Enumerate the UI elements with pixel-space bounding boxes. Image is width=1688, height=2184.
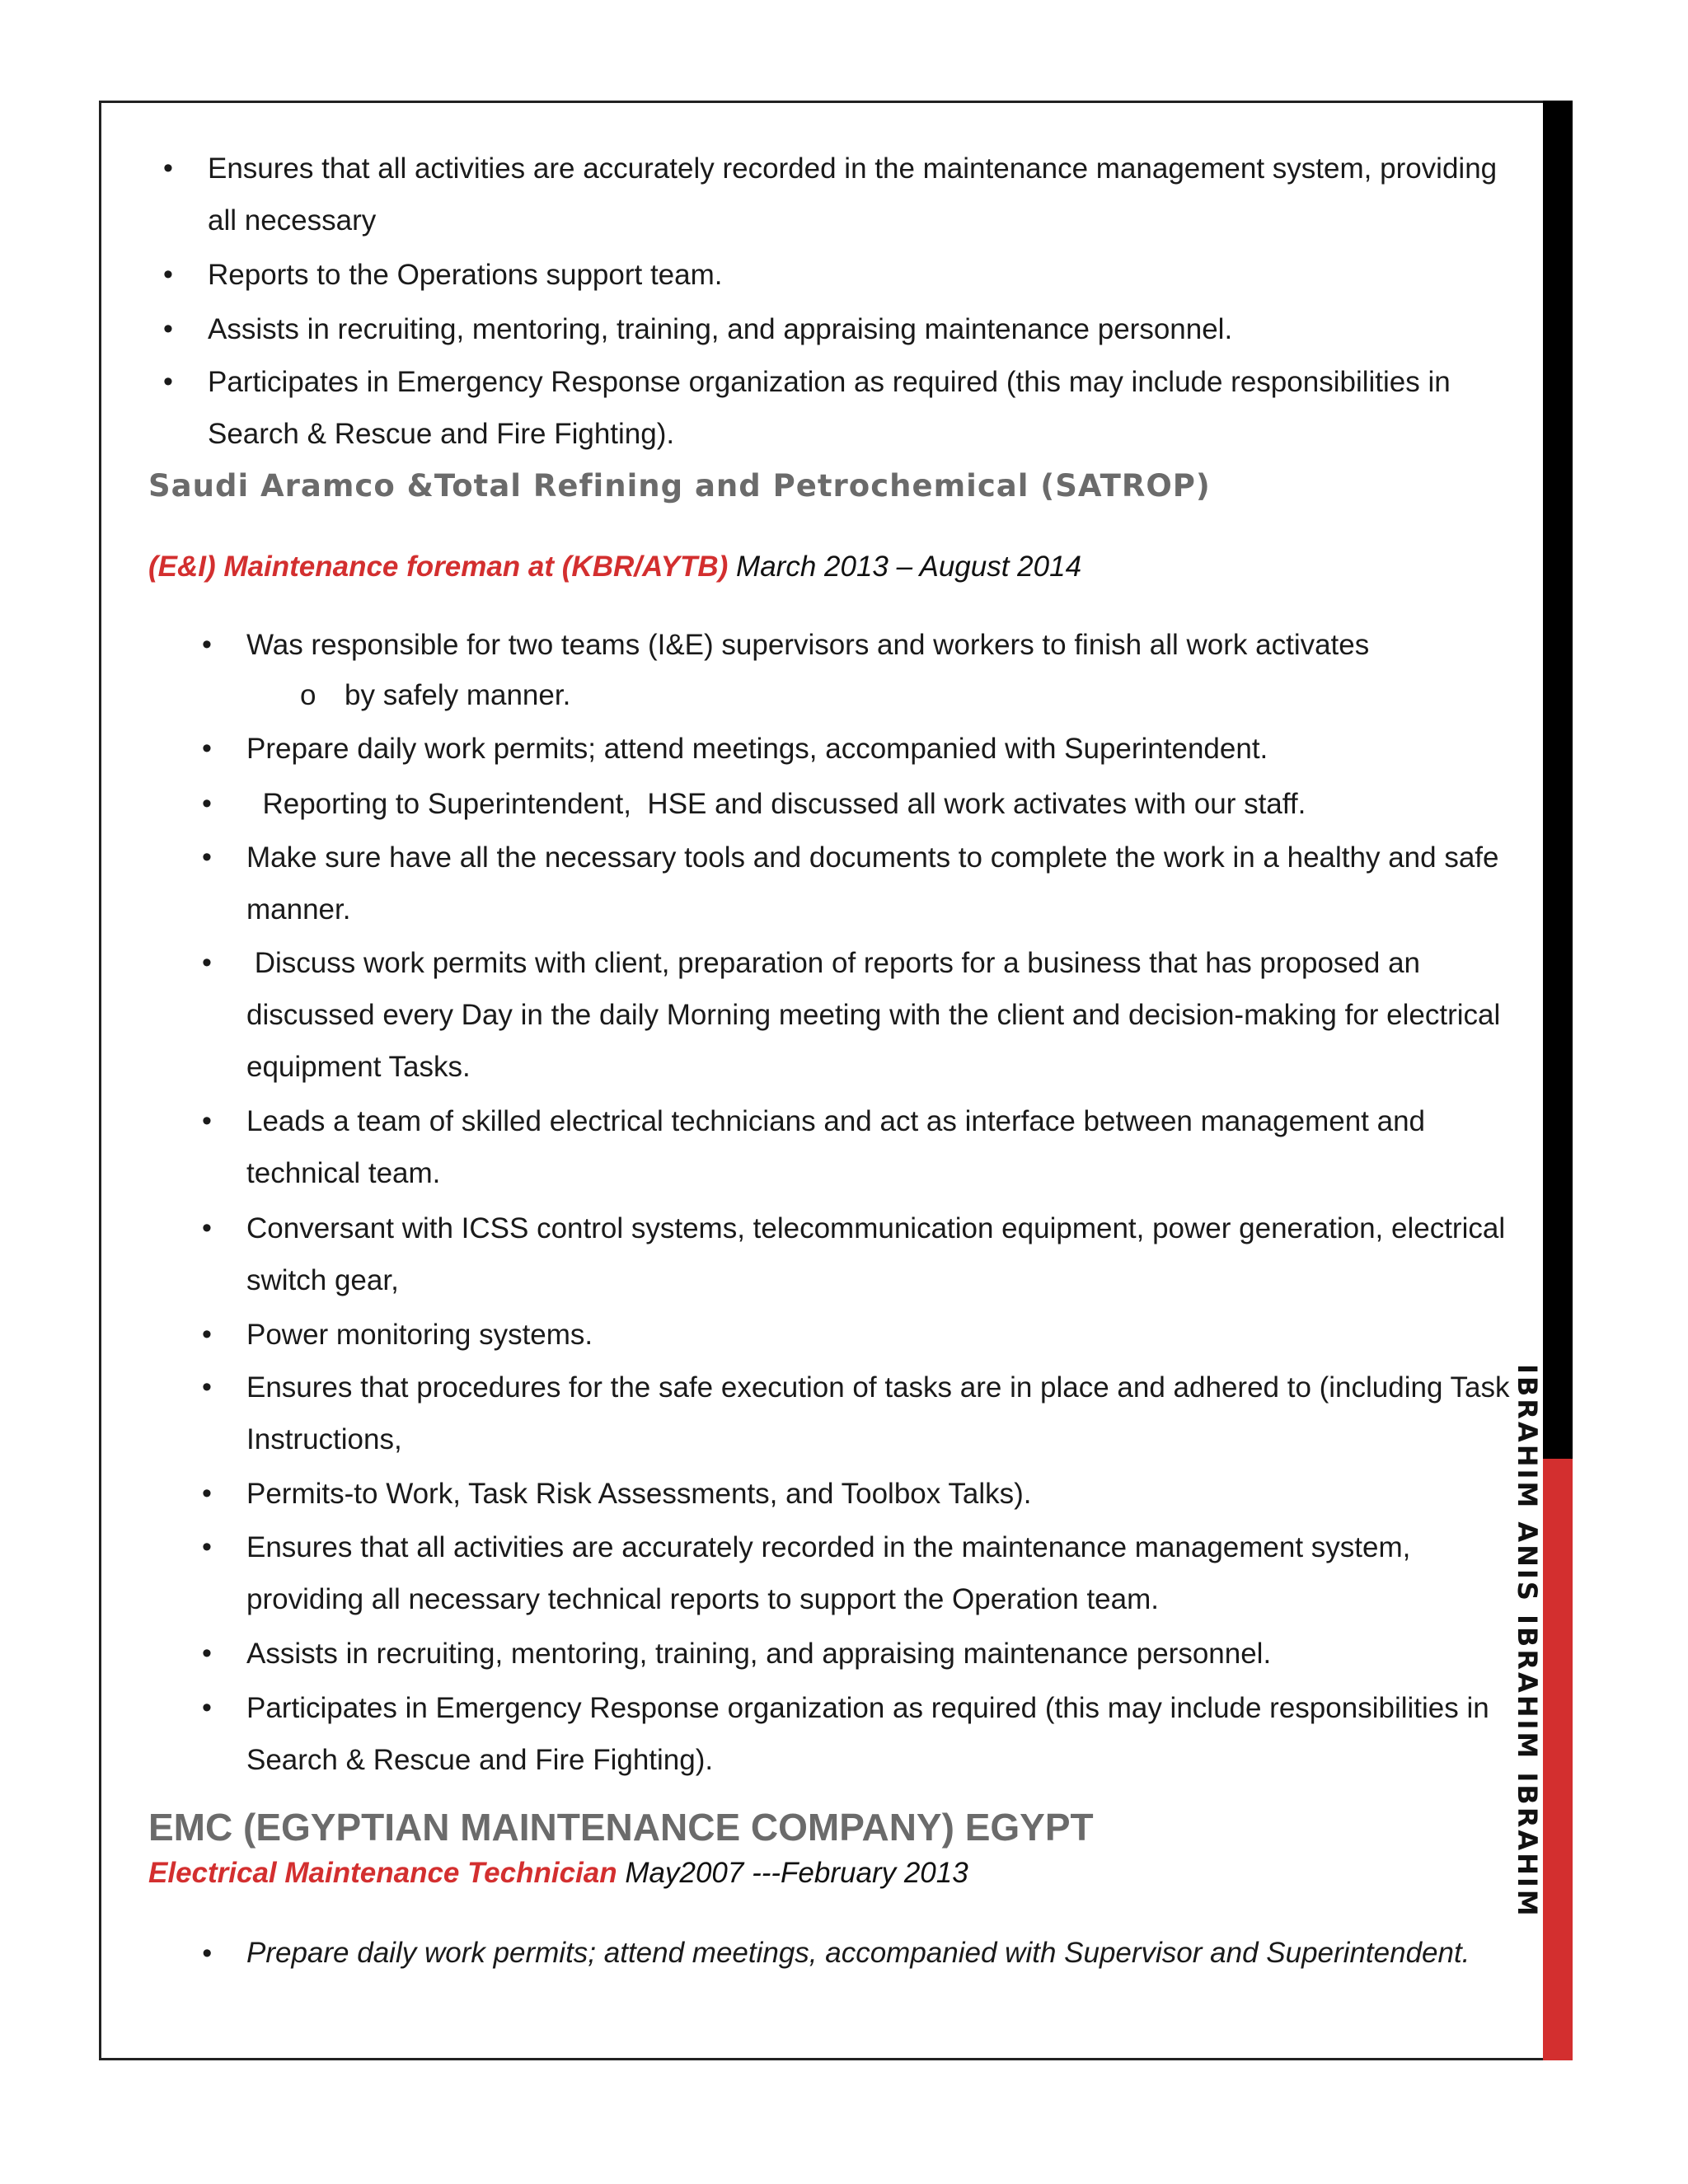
job-role-line [148, 551, 1081, 583]
side-bar-black [1543, 101, 1573, 1459]
list-item: • Was responsible for two teams (I&E) supervisors and workers to finish all work activates [246, 619, 1532, 671]
job-title: Electrical Maintenance Technician [148, 1857, 617, 1889]
job-dates: March 2013 – August 2014 [736, 551, 1082, 583]
list-item: • Prepare daily work permits; attend meetings, accompanied with Superintendent. [246, 723, 1532, 775]
list-item: • Conversant with ICSS control systems, telecommunication equipment, power generation, electrical switch gear, [246, 1202, 1532, 1306]
company-heading: Saudi Aramco &Total Refining and Petrochemical (SATROP) [148, 468, 1211, 504]
sub-list-item: o by safely manner. [345, 669, 570, 721]
list-item: • Discuss work permits with client, preparation of reports for a business that has proposed an discussed every Day in the daily Morning meeting with the client and decision-making for electrical equipment Tasks. [246, 937, 1532, 1093]
list-item: • Ensures that procedures for the safe execution of tasks are in place and adhered to (including Task Instructions, [246, 1361, 1532, 1465]
job-title: (E&I) Maintenance foreman at (KBR/AYTB) [148, 551, 729, 583]
list-item: • Assists in recruiting, mentoring, training, and appraising maintenance personnel. [208, 303, 1526, 355]
company-heading: EMC (EGYPTIAN MAINTENANCE COMPANY) EGYPT [148, 1806, 1094, 1849]
side-name-label: IBRAHIM ANIS IBRAHIM IBRAHIM [1512, 1364, 1543, 1919]
list-item: • Power monitoring systems. [246, 1309, 1532, 1361]
list-item: • Participates in Emergency Response organization as required (this may include responsibilities in Search & Rescue and Fire Fighting). [208, 356, 1526, 460]
side-bar-red [1543, 1459, 1573, 2060]
list-item: • Participates in Emergency Response organization as required (this may include responsibilities in Search & Rescue and Fire Fighting). [246, 1682, 1532, 1786]
list-item: • Prepare daily work permits; attend meetings, accompanied with Supervisor and Superintendent. [246, 1931, 1532, 1975]
list-item: • Reports to the Operations support team. [208, 249, 1526, 301]
list-item: • Ensures that all activities are accurately recorded in the maintenance management system, providing all necessary technical reports to support the Operation team. [246, 1521, 1532, 1625]
list-item: • Leads a team of skilled electrical technicians and act as interface between management and technical team. [246, 1095, 1532, 1199]
list-item: • Permits-to Work, Task Risk Assessments, and Toolbox Talks). [246, 1468, 1532, 1520]
list-item: • Reporting to Superintendent, HSE and discussed all work activates with our staff. [246, 778, 1532, 830]
job-dates: May2007 ---February 2013 [625, 1857, 968, 1889]
list-item: • Ensures that all activities are accurately recorded in the maintenance management system, providing all necessary [208, 143, 1526, 246]
list-item: • Assists in recruiting, mentoring, training, and appraising maintenance personnel. [246, 1628, 1532, 1680]
job-role-line [148, 1857, 968, 1890]
list-item: • Make sure have all the necessary tools and documents to complete the work in a healthy and safe manner. [246, 832, 1532, 935]
